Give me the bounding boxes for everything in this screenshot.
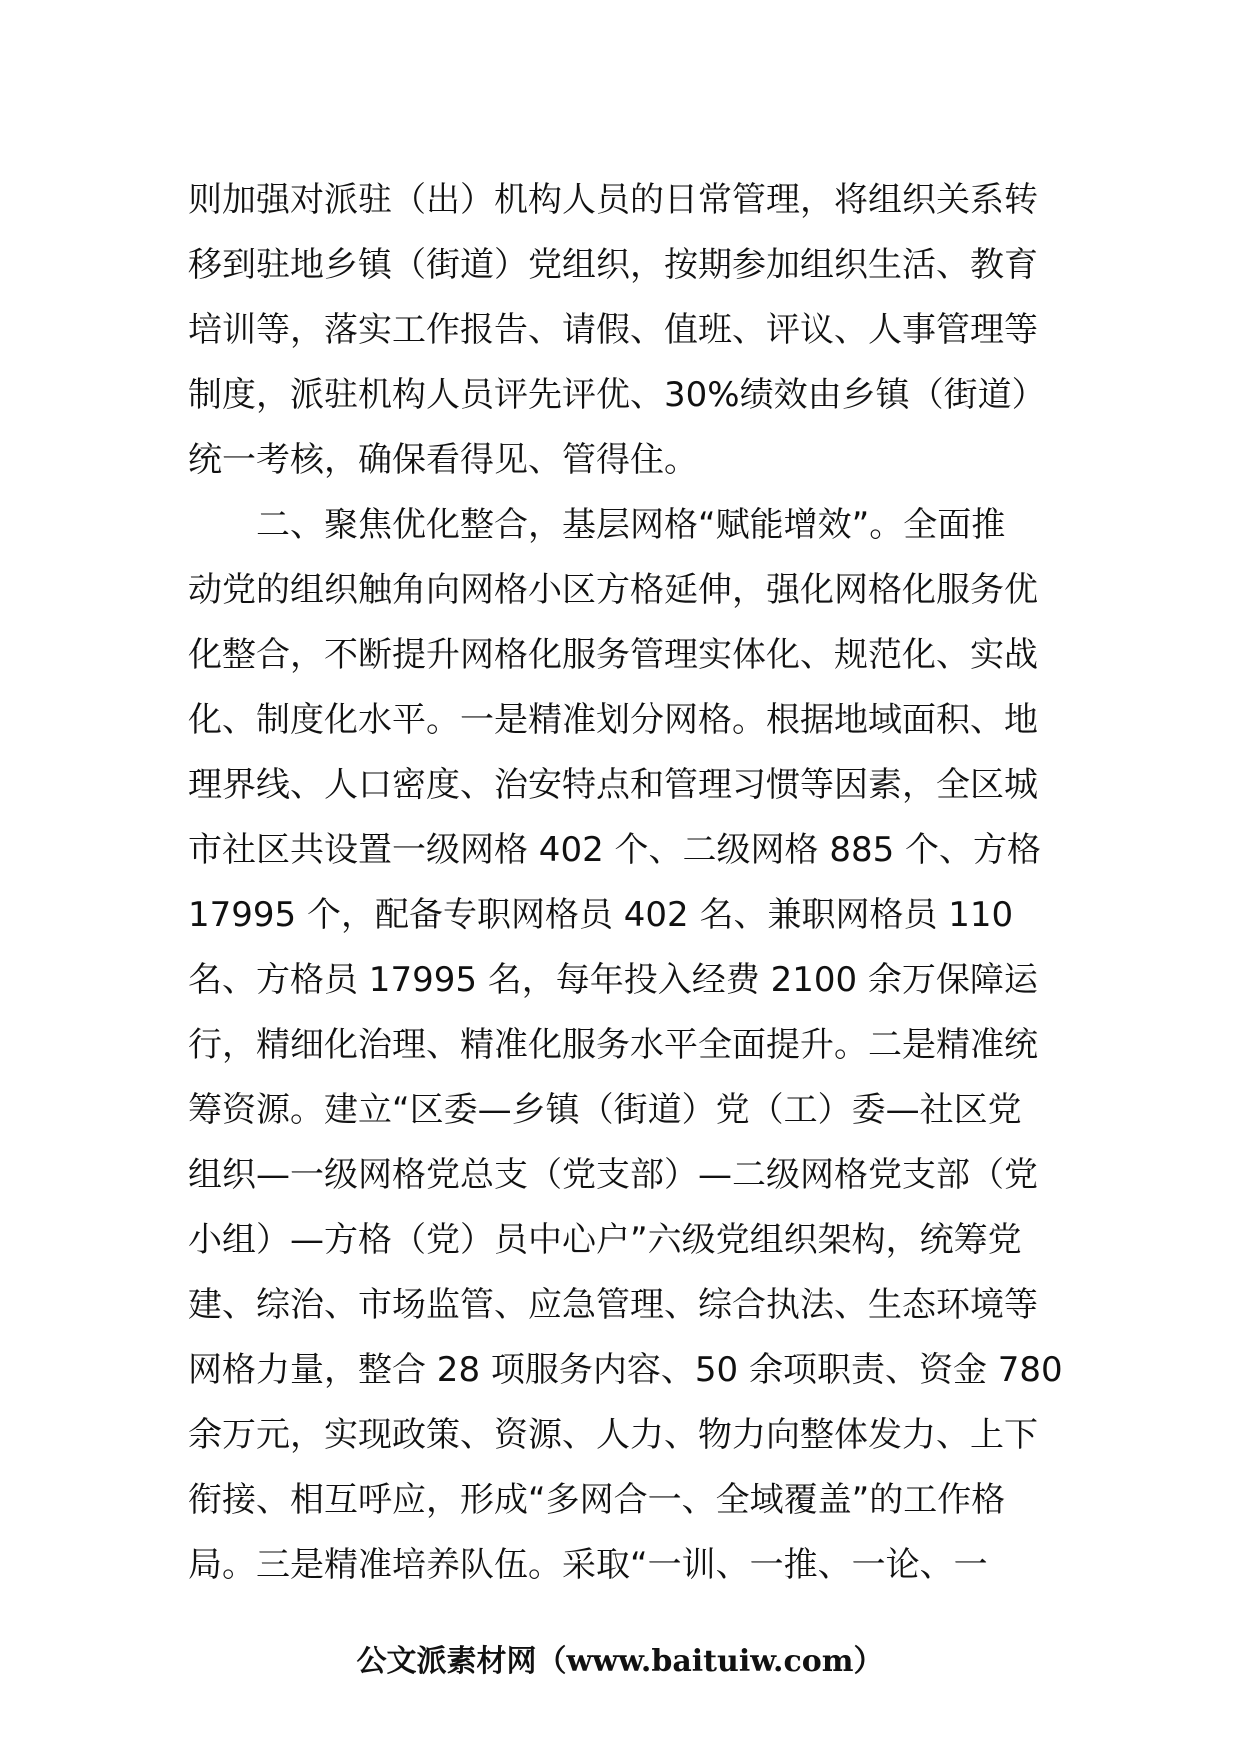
text-line-15: 筹资源。建立“区委—乡镇（街道）党（工）委—社区党 xyxy=(188,1090,1022,1130)
text-line-1: 则加强对派驻（出）机构人员的日常管理，将组织关系转 xyxy=(188,180,1038,220)
text-line-17: 小组）—方格（党）员中心户”六级党组织架构，统筹党 xyxy=(188,1220,1022,1260)
text-line-2: 移到驻地乡镇（街道）党组织，按期参加组织生活、教育 xyxy=(188,245,1038,285)
text-line-19: 网格力量，整合 28 项服务内容、50 余项职责、资金 780 xyxy=(188,1350,1063,1390)
text-line-7: 动党的组织触角向网格小区方格延伸，强化网格化服务优 xyxy=(188,570,1038,610)
text-line-18: 建、综治、市场监管、应急管理、综合执法、生态环境等 xyxy=(188,1285,1038,1325)
text-line-5: 统一考核，确保看得见、管得住。 xyxy=(188,440,698,480)
text-line-11: 市社区共设置一级网格 402 个、二级网格 885 个、方格 xyxy=(188,830,1042,870)
text-line-4: 制度，派驻机构人员评先评优、30%绩效由乡镇（街道） xyxy=(188,375,1046,415)
site-footer-watermark: 公文派素材网（www.baituiw.com） xyxy=(356,1644,884,1679)
text-line-8: 化整合，不断提升网格化服务管理实体化、规范化、实战 xyxy=(188,635,1038,675)
text-line-16: 组织—一级网格党总支（党支部）—二级网格党支部（党 xyxy=(188,1155,1038,1195)
text-line-10: 理界线、人口密度、治安特点和管理习惯等因素，全区城 xyxy=(188,765,1038,805)
text-line-20: 余万元，实现政策、资源、人力、物力向整体发力、上下 xyxy=(188,1415,1038,1455)
text-line-12: 17995 个，配备专职网格员 402 名、兼职网格员 110 xyxy=(188,895,1014,935)
text-line-22: 局。三是精准培养队伍。采取“一训、一推、一论、一 xyxy=(188,1545,988,1585)
text-line-9: 化、制度化水平。一是精准划分网格。根据地域面积、地 xyxy=(188,700,1038,740)
text-line-3: 培训等，落实工作报告、请假、值班、评议、人事管理等 xyxy=(188,310,1038,350)
document-body xyxy=(188,168,1063,1598)
text-line-14: 行，精细化治理、精准化服务水平全面提升。二是精准统 xyxy=(188,1025,1038,1065)
section-two-heading-line: 二、聚焦优化整合，基层网格“赋能增效”。全面推 xyxy=(256,505,1006,545)
text-line-13: 名、方格员 17995 名，每年投入经费 2100 余万保障运 xyxy=(188,960,1038,1000)
text-line-21: 衔接、相互呼应，形成“多网合一、全域覆盖”的工作格 xyxy=(188,1480,1006,1520)
